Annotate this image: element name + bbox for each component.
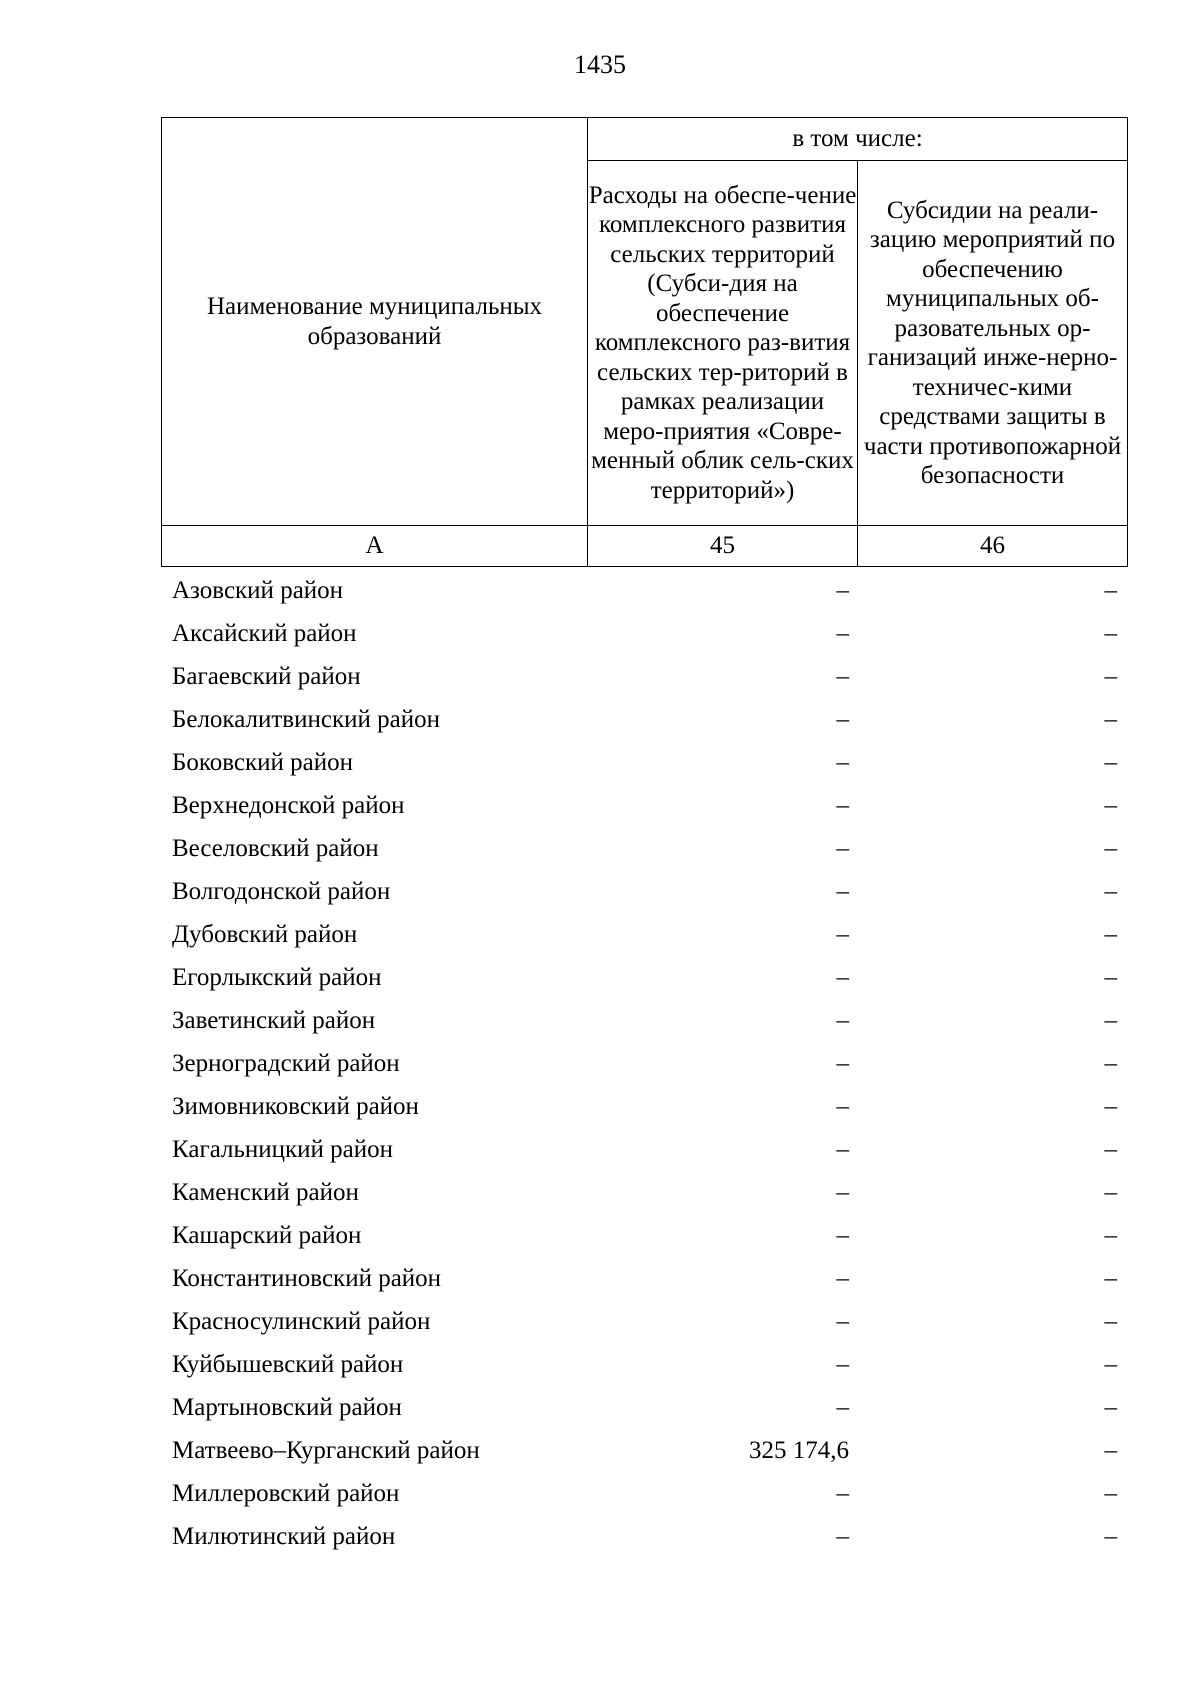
table-row bbox=[161, 1128, 1128, 1171]
municipality-name: Каменский район bbox=[172, 1179, 359, 1206]
value-col-45: 325 174,6 bbox=[749, 1437, 849, 1464]
municipality-name: Мартыновский район bbox=[172, 1394, 402, 1421]
table-row bbox=[161, 1343, 1128, 1386]
table-row bbox=[161, 956, 1128, 999]
value-col-45: – bbox=[836, 1265, 849, 1292]
table-row bbox=[161, 1042, 1128, 1085]
table-row bbox=[161, 1429, 1128, 1472]
value-col-45: – bbox=[836, 878, 849, 905]
table-row bbox=[161, 913, 1128, 956]
value-col-45: – bbox=[836, 1523, 849, 1550]
value-col-45: – bbox=[836, 1394, 849, 1421]
value-col-46: – bbox=[1104, 1136, 1117, 1163]
table-body bbox=[161, 569, 1128, 1558]
table-row bbox=[161, 569, 1128, 612]
value-col-46: – bbox=[1104, 964, 1117, 991]
value-col-46: – bbox=[1104, 1265, 1117, 1292]
table-row bbox=[161, 741, 1128, 784]
value-col-45: – bbox=[836, 706, 849, 733]
table-row bbox=[161, 655, 1128, 698]
municipality-name: Кагальницкий район bbox=[172, 1136, 394, 1163]
value-col-46: – bbox=[1104, 1222, 1117, 1249]
value-col-46: – bbox=[1104, 1007, 1117, 1034]
municipality-name: Константиновский район bbox=[172, 1265, 442, 1292]
table-row bbox=[161, 1257, 1128, 1300]
value-col-46: – bbox=[1104, 878, 1117, 905]
value-col-46: – bbox=[1104, 1523, 1117, 1550]
municipality-name: Верхнедонской район bbox=[172, 792, 405, 819]
value-col-45: – bbox=[836, 1136, 849, 1163]
municipality-name: Матвеево–Курганский район bbox=[172, 1437, 480, 1464]
municipality-name: Азовский район bbox=[172, 577, 344, 604]
table-row bbox=[161, 698, 1128, 741]
value-col-46: – bbox=[1104, 1394, 1117, 1421]
municipality-name: Куйбышевский район bbox=[172, 1351, 404, 1378]
table-row bbox=[161, 1300, 1128, 1343]
table-row bbox=[161, 827, 1128, 870]
value-col-45: – bbox=[836, 1308, 849, 1335]
municipality-name: Миллеровский район bbox=[172, 1480, 400, 1507]
municipality-name: Аксайский район bbox=[172, 620, 357, 647]
value-col-45: – bbox=[836, 1093, 849, 1120]
value-col-45: – bbox=[836, 1007, 849, 1034]
municipality-name: Белокалитвинский район bbox=[172, 706, 440, 733]
table-row bbox=[161, 1515, 1128, 1558]
table-row bbox=[161, 1472, 1128, 1515]
table-row bbox=[161, 1386, 1128, 1429]
value-col-45: – bbox=[836, 1222, 849, 1249]
value-col-45: – bbox=[836, 620, 849, 647]
value-col-46: – bbox=[1104, 921, 1117, 948]
column-index-45: 45 bbox=[588, 526, 858, 567]
value-col-46: – bbox=[1104, 835, 1117, 862]
column-header-45: Расходы на обеспе-чение комплексного развития сельских территорий (Субси-дия на обеспечение комплексного раз-вития сельских тер-риторий в рамках реализации меро-приятия «Совре-менный облик сель-ских территорий») bbox=[588, 161, 858, 526]
column-group-header: в том числе: bbox=[588, 118, 1128, 161]
page-number: 1435 bbox=[574, 50, 626, 79]
municipality-name: Боковский район bbox=[172, 749, 353, 776]
value-col-46: – bbox=[1104, 749, 1117, 776]
value-col-45: – bbox=[836, 921, 849, 948]
value-col-45: – bbox=[836, 1480, 849, 1507]
column-header-46: Субсидии на реали-зацию мероприятий по обеспечению муниципальных об-разовательных ор-ганизаций инже-нерно-техничес-кими средствами защиты в части противопожарной безопасности bbox=[858, 161, 1128, 526]
value-col-45: – bbox=[836, 1351, 849, 1378]
value-col-46: – bbox=[1104, 792, 1117, 819]
value-col-46: – bbox=[1104, 1437, 1117, 1464]
value-col-45: – bbox=[836, 749, 849, 776]
value-col-45: – bbox=[836, 835, 849, 862]
municipality-name: Волгодонской район bbox=[172, 878, 391, 905]
column-index-46: 46 bbox=[858, 526, 1128, 567]
value-col-46: – bbox=[1104, 1480, 1117, 1507]
value-col-46: – bbox=[1104, 1179, 1117, 1206]
value-col-46: – bbox=[1104, 663, 1117, 690]
municipality-name: Егорлыкский район bbox=[172, 964, 382, 991]
municipality-name: Милютинский район bbox=[172, 1523, 396, 1550]
table-row bbox=[161, 1171, 1128, 1214]
value-col-46: – bbox=[1104, 706, 1117, 733]
column-header-name: Наименование муниципальных образований bbox=[162, 118, 588, 526]
value-col-46: – bbox=[1104, 1050, 1117, 1077]
value-col-46: – bbox=[1104, 577, 1117, 604]
value-col-45: – bbox=[836, 577, 849, 604]
value-col-46: – bbox=[1104, 1351, 1117, 1378]
value-col-45: – bbox=[836, 792, 849, 819]
value-col-45: – bbox=[836, 1179, 849, 1206]
value-col-45: – bbox=[836, 964, 849, 991]
value-col-46: – bbox=[1104, 620, 1117, 647]
value-col-46: – bbox=[1104, 1308, 1117, 1335]
table-row bbox=[161, 1214, 1128, 1257]
municipality-name: Красносулинский район bbox=[172, 1308, 431, 1335]
municipality-name: Зерноградский район bbox=[172, 1050, 400, 1077]
municipality-name: Заветинский район bbox=[172, 1007, 376, 1034]
value-col-45: – bbox=[836, 1050, 849, 1077]
municipality-name: Багаевский район bbox=[172, 663, 361, 690]
table-row bbox=[161, 1085, 1128, 1128]
table-row bbox=[161, 870, 1128, 913]
municipality-name: Кашарский район bbox=[172, 1222, 362, 1249]
municipality-name: Дубовский район bbox=[172, 921, 358, 948]
value-col-45: – bbox=[836, 663, 849, 690]
column-index-a: А bbox=[162, 526, 588, 567]
table-row bbox=[161, 612, 1128, 655]
municipality-name: Веселовский район bbox=[172, 835, 379, 862]
table-row bbox=[161, 999, 1128, 1042]
municipality-name: Зимовниковский район bbox=[172, 1093, 419, 1120]
value-col-46: – bbox=[1104, 1093, 1117, 1120]
table-header bbox=[161, 117, 1128, 567]
table-row bbox=[161, 784, 1128, 827]
